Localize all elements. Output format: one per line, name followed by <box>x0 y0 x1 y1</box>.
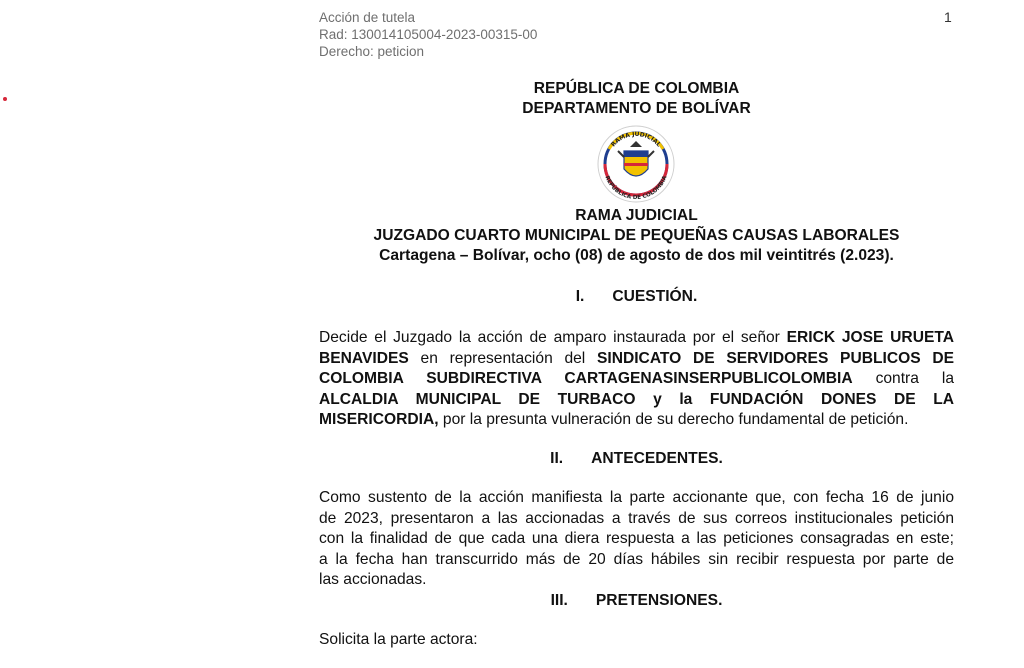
header-place-date: Cartagena – Bolívar, ocho (08) de agosto de dos mil veintitrés (2.023). <box>379 247 894 264</box>
paragraph-antecedentes <box>319 488 954 591</box>
seal-bottom-text: REPÚBLICA DE COLOMBIA <box>603 175 669 202</box>
header-country: REPÚBLICA DE COLOMBIA <box>533 80 740 97</box>
section-number: III. <box>550 592 568 609</box>
judicial-seal-icon <box>590 121 682 207</box>
text-line <box>319 369 954 390</box>
meta-radicado: Rad: 130014105004-2023-00315-00 <box>319 27 538 42</box>
meta-action-type: Acción de tutela <box>319 10 416 25</box>
text-line: Como sustento de la acción manifiesta la parte accionante que, con fecha 16 de junio <box>319 489 954 506</box>
margin-mark <box>3 97 7 101</box>
defendant-names: MISERICORDIA, <box>319 411 439 429</box>
section-title: CUESTIÓN. <box>612 288 698 305</box>
text-line: las accionadas. <box>319 571 427 589</box>
document-header-top <box>319 79 954 119</box>
text-run: en representación del <box>408 349 597 367</box>
section-heading-antecedentes <box>319 449 954 469</box>
paragraph-cuestion <box>319 328 954 431</box>
text-run: Decide el Juzgado la acción de amparo instaurada por el señor <box>319 329 787 346</box>
section-number: II. <box>550 450 564 467</box>
plaintiff-name: BENAVIDES <box>319 349 409 367</box>
text-line: de 2023, presentaron a las accionadas a través de sus correos institucionales petición <box>319 509 954 527</box>
union-name: SINDICATO DE SERVIDORES PUBLICOS DE <box>596 349 954 367</box>
page-number: 1 <box>944 9 952 25</box>
case-metadata <box>319 9 537 60</box>
header-branch: RAMA JUDICIAL <box>575 207 698 224</box>
section-heading-pretensiones <box>319 591 954 611</box>
text-line: a la fecha han transcurrido más de 20 días hábiles sin recibir respuesta por parte de <box>319 550 954 568</box>
section-title: ANTECEDENTES. <box>591 450 723 467</box>
text-line <box>319 349 954 370</box>
header-department: DEPARTAMENTO DE BOLÍVAR <box>522 100 751 117</box>
header-court: JUZGADO CUARTO MUNICIPAL DE PEQUEÑAS CAUSAS LABORALES <box>373 227 900 244</box>
paragraph-pretensiones <box>319 630 954 651</box>
plaintiff-name: ERICK JOSE URUETA <box>786 329 954 346</box>
text-line <box>319 390 954 411</box>
section-number: I. <box>575 288 585 305</box>
text-line <box>319 410 954 431</box>
section-title: PRETENSIONES. <box>595 592 723 609</box>
seal-top-text: RAMA JUDICIAL <box>609 130 663 149</box>
section-heading-cuestion <box>319 287 954 307</box>
text-run: contra la <box>852 370 954 388</box>
union-name: COLOMBIA SUBDIRECTIVA CARTAGENASINSERPUBLICOLOMBIA <box>319 370 853 388</box>
text-line: Solicita la parte actora: <box>319 631 478 648</box>
defendant-names: ALCALDIA MUNICIPAL DE TURBACO y la FUNDACIÓN DONES DE LA <box>319 390 954 408</box>
text-run: por la presunta vulneración de su derecho fundamental de petición. <box>438 411 909 429</box>
meta-right: Derecho: peticion <box>319 44 425 59</box>
text-line <box>319 328 954 349</box>
text-line: con la finalidad de que cada una diera respuesta a las peticiones consagradas en este; <box>319 530 954 548</box>
document-header-court <box>319 206 954 266</box>
